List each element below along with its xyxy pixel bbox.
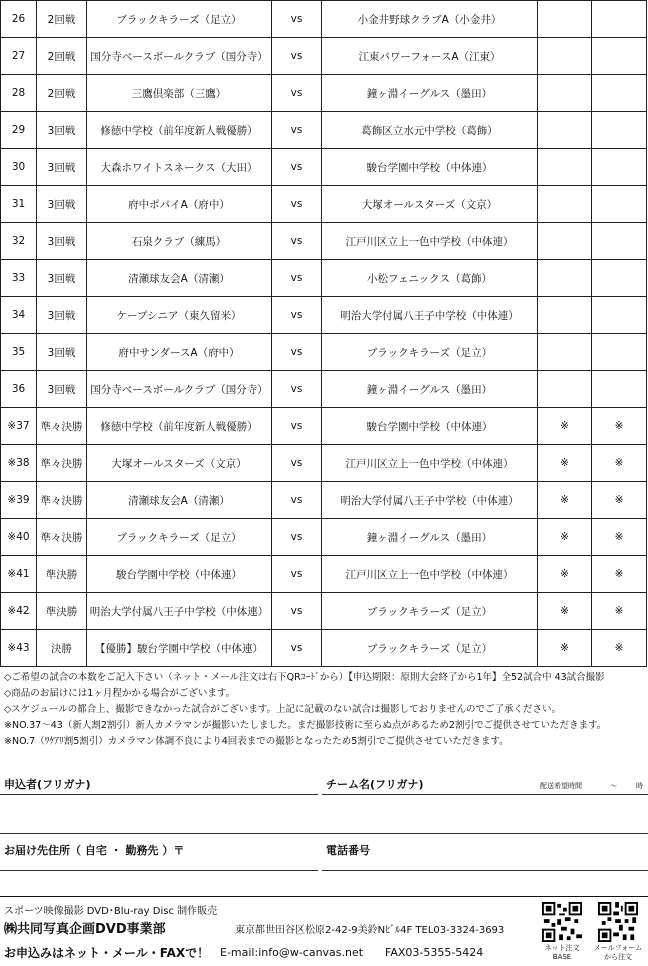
vs-label: vs (272, 630, 322, 667)
order-checkbox[interactable] (592, 38, 647, 75)
match-number: 29 (1, 112, 37, 149)
match-number: 27 (1, 38, 37, 75)
order-checkbox[interactable]: ※ (592, 630, 647, 667)
order-checkbox[interactable] (592, 260, 647, 297)
note-line: ◇商品のお届けには1ヶ月程かかる場合がございます。 (4, 688, 236, 699)
order-checkbox[interactable] (592, 186, 647, 223)
order-checkbox[interactable] (538, 1, 592, 38)
match-number: 30 (1, 149, 37, 186)
vs-label: vs (272, 1, 322, 38)
match-number: 35 (1, 334, 37, 371)
team-home: 三鷹倶楽部（三鷹） (87, 75, 272, 112)
order-instruction: お申込みはネット・メール・FAXで！ (4, 946, 210, 960)
table-row (1, 186, 647, 223)
match-number: ※41 (1, 556, 37, 593)
order-checkbox[interactable]: ※ (592, 556, 647, 593)
match-round: 3回戦 (37, 112, 87, 149)
address-label: お届け先住所（ 自宅 ・ 勤務先 ）〒 (4, 844, 185, 857)
match-round: 3回戦 (37, 186, 87, 223)
fax-number: FAX03-5355-5424 (385, 946, 484, 959)
vs-label: vs (272, 334, 322, 371)
team-away: 明治大学付属八王子中学校（中体連） (322, 297, 538, 334)
order-checkbox[interactable] (538, 260, 592, 297)
team-away: ブラックキラーズ（足立） (322, 593, 538, 630)
delivery-time-label: 配送希望時間 (540, 782, 582, 790)
match-round: 3回戦 (37, 223, 87, 260)
match-round: 3回戦 (37, 260, 87, 297)
table-row (1, 75, 647, 112)
footer-tagline: スポーツ映像撮影 DVD･Blu-ray Disc 制作販売 (4, 906, 218, 917)
applicant-label: 申込者(フリガナ) (4, 778, 91, 791)
vs-label: vs (272, 149, 322, 186)
table-row (1, 260, 647, 297)
order-checkbox[interactable]: ※ (538, 519, 592, 556)
order-checkbox[interactable] (592, 223, 647, 260)
table-row (1, 593, 647, 630)
order-checkbox[interactable]: ※ (592, 445, 647, 482)
match-round: 準決勝 (37, 556, 87, 593)
team-away: 駿台学園中学校（中体連） (322, 149, 538, 186)
email-link[interactable]: E-mail:info@w-canvas.net (220, 946, 364, 959)
order-checkbox[interactable] (538, 334, 592, 371)
order-checkbox[interactable]: ※ (592, 519, 647, 556)
order-checkbox[interactable]: ※ (538, 593, 592, 630)
team-home: 府中サンダースA（府中） (87, 334, 272, 371)
team-away: 葛飾区立水元中学校（葛飾） (322, 112, 538, 149)
order-checkbox[interactable]: ※ (538, 482, 592, 519)
match-round: 準々決勝 (37, 408, 87, 445)
vs-label: vs (272, 408, 322, 445)
note-line: ◇ご希望の試合の本数をご記入下さい（ネット・メール注文は右下QRｺｰﾄﾞから）【申込期限：原則大会終了から1年】全52試合中 43試合撮影 (4, 672, 605, 683)
team-home: 修徳中学校（前年度新人戦優勝） (87, 408, 272, 445)
match-number: 32 (1, 223, 37, 260)
table-row (1, 297, 647, 334)
match-round: 3回戦 (37, 149, 87, 186)
vs-label: vs (272, 223, 322, 260)
table-row (1, 482, 647, 519)
order-checkbox[interactable] (592, 75, 647, 112)
match-number: ※42 (1, 593, 37, 630)
order-checkbox[interactable] (592, 112, 647, 149)
vs-label: vs (272, 75, 322, 112)
team-away: ブラックキラーズ（足立） (322, 630, 538, 667)
company-address: 東京都世田谷区松原2-42-9美鈴Nﾋﾞﾙ4F TEL03-3324-3693 (235, 925, 505, 936)
footer-divider (0, 896, 648, 897)
team-away: 小松フェニックス（葛飾） (322, 260, 538, 297)
match-round: 決勝 (37, 630, 87, 667)
applicant-field[interactable] (0, 794, 318, 795)
vs-label: vs (272, 297, 322, 334)
table-row (1, 519, 647, 556)
team-home: ブラックキラーズ（足立） (87, 1, 272, 38)
vs-label: vs (272, 445, 322, 482)
team-away: 大塚オールスターズ（文京） (322, 186, 538, 223)
qr2-caption: メールフォーム から注文 (593, 944, 643, 961)
team-home: 石泉クラブ（練馬） (87, 223, 272, 260)
vs-label: vs (272, 371, 322, 408)
team-away: ブラックキラーズ（足立） (322, 334, 538, 371)
company-name: ㈱共同写真企画DVD事業部 (4, 922, 166, 937)
match-number: ※38 (1, 445, 37, 482)
match-round: 2回戦 (37, 38, 87, 75)
team-home: 清瀬球友会A（清瀬） (87, 482, 272, 519)
table-row (1, 223, 647, 260)
order-checkbox[interactable]: ※ (592, 593, 647, 630)
match-round: 2回戦 (37, 1, 87, 38)
order-checkbox[interactable] (538, 149, 592, 186)
team-away: 小金井野球クラブA（小金井） (322, 1, 538, 38)
team-away: 江戸川区立上一色中学校（中体連） (322, 223, 538, 260)
delivery-hour: 時 (636, 782, 643, 790)
table-row (1, 445, 647, 482)
note-line: ※NO.7（ﾜｹｱﾘ割5割引）カメラマン体調不良により4回表までの撮影となったため5割引でご提供させていただきます。 (4, 736, 509, 747)
team-home: 清瀬球友会A（清瀬） (87, 260, 272, 297)
order-checkbox[interactable] (592, 297, 647, 334)
qr1-caption: ネット注文 BASE (544, 944, 580, 961)
order-checkbox[interactable]: ※ (538, 630, 592, 667)
order-checkbox[interactable] (538, 297, 592, 334)
match-round: 3回戦 (37, 334, 87, 371)
match-number: 33 (1, 260, 37, 297)
qr-code-icon[interactable] (598, 902, 638, 942)
match-number: 34 (1, 297, 37, 334)
match-number: 31 (1, 186, 37, 223)
order-checkbox[interactable] (538, 223, 592, 260)
delivery-tilde: ～ (610, 782, 617, 790)
phone-label: 電話番号 (326, 844, 370, 857)
vs-label: vs (272, 593, 322, 630)
team-away: 鐘ヶ淵イーグルス（墨田） (322, 519, 538, 556)
order-checkbox[interactable] (538, 186, 592, 223)
match-round: 3回戦 (37, 371, 87, 408)
team-home: 【優勝】駿台学園中学校（中体連） (87, 630, 272, 667)
order-checkbox[interactable] (538, 38, 592, 75)
order-checkbox[interactable]: ※ (538, 408, 592, 445)
table-row (1, 371, 647, 408)
order-checkbox[interactable] (592, 149, 647, 186)
divider (0, 833, 648, 834)
order-checkbox[interactable] (592, 371, 647, 408)
vs-label: vs (272, 186, 322, 223)
vs-label: vs (272, 519, 322, 556)
note-line: ◇スケジュールの都合上、撮影できなかった試合がございます。上記に記載のない試合は撮影しておりませんのでご了承ください。 (4, 704, 561, 715)
table-row (1, 334, 647, 371)
match-number: ※37 (1, 408, 37, 445)
vs-label: vs (272, 482, 322, 519)
team-home: 大塚オールスターズ（文京） (87, 445, 272, 482)
order-checkbox[interactable] (538, 371, 592, 408)
order-checkbox[interactable] (592, 334, 647, 371)
table-row (1, 149, 647, 186)
team-home: 府中ポパイA（府中） (87, 186, 272, 223)
team-away: 江戸川区立上一色中学校（中体連） (322, 445, 538, 482)
table-row (1, 630, 647, 667)
qr-code-icon[interactable] (542, 902, 582, 942)
team-home: 明治大学付属八王子中学校（中体連） (87, 593, 272, 630)
team-home: 修徳中学校（前年度新人戦優勝） (87, 112, 272, 149)
table-row (1, 112, 647, 149)
match-number: ※40 (1, 519, 37, 556)
table-row (1, 1, 647, 38)
team-home: 国分寺ベースボールクラブ（国分寺） (87, 371, 272, 408)
vs-label: vs (272, 556, 322, 593)
vs-label: vs (272, 260, 322, 297)
team-home: 国分寺ベースボールクラブ（国分寺） (87, 38, 272, 75)
address-field[interactable] (0, 870, 318, 871)
order-checkbox[interactable]: ※ (592, 408, 647, 445)
match-number: 26 (1, 1, 37, 38)
match-round: 2回戦 (37, 75, 87, 112)
team-home: 駿台学園中学校（中体連） (87, 556, 272, 593)
team-away: 鐘ヶ淵イーグルス（墨田） (322, 75, 538, 112)
team-away: 江東パワーフォースA（江東） (322, 38, 538, 75)
match-round: 準決勝 (37, 593, 87, 630)
table-row (1, 38, 647, 75)
vs-label: vs (272, 38, 322, 75)
match-number: 28 (1, 75, 37, 112)
phone-field[interactable] (322, 870, 648, 871)
team-field[interactable] (322, 794, 648, 795)
match-round: 準々決勝 (37, 445, 87, 482)
team-away: 明治大学付属八王子中学校（中体連） (322, 482, 538, 519)
team-away: 鐘ヶ淵イーグルス（墨田） (322, 371, 538, 408)
team-label: チーム名(フリガナ) (326, 778, 424, 791)
order-checkbox[interactable]: ※ (592, 482, 647, 519)
team-away: 江戸川区立上一色中学校（中体連） (322, 556, 538, 593)
order-checkbox[interactable] (538, 75, 592, 112)
table-row (1, 408, 647, 445)
vs-label: vs (272, 112, 322, 149)
match-number: ※39 (1, 482, 37, 519)
order-checkbox[interactable] (538, 112, 592, 149)
match-number: ※43 (1, 630, 37, 667)
note-line: ※NO.37～43（新人割2割引）新人カメラマンが撮影いたしました。まだ撮影技術に至らぬ点があるため2割引でご提供させていただきます。 (4, 720, 607, 731)
team-home: ブラックキラーズ（足立） (87, 519, 272, 556)
table-row (1, 556, 647, 593)
order-checkbox[interactable] (592, 1, 647, 38)
team-home: 大森ホワイトスネークス（大田） (87, 149, 272, 186)
match-round: 準々決勝 (37, 519, 87, 556)
team-home: ケープシニア（東久留米） (87, 297, 272, 334)
match-round: 3回戦 (37, 297, 87, 334)
order-checkbox[interactable]: ※ (538, 445, 592, 482)
team-away: 駿台学園中学校（中体連） (322, 408, 538, 445)
match-number: 36 (1, 371, 37, 408)
match-round: 準々決勝 (37, 482, 87, 519)
order-checkbox[interactable]: ※ (538, 556, 592, 593)
